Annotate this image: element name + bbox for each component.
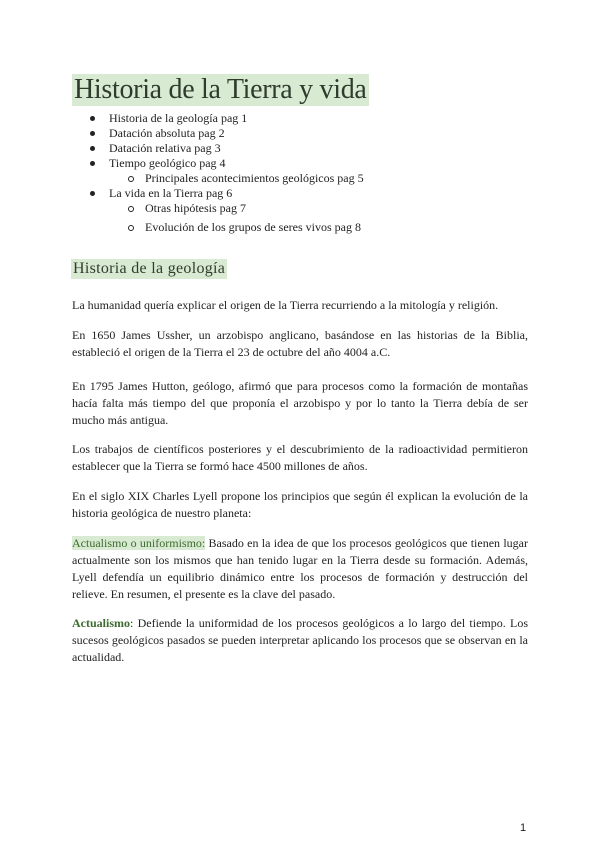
toc-subitem [90, 220, 364, 235]
toc-item-label: Datación relativa pag 3 [109, 141, 221, 155]
toc-item-label: Principales acontecimientos geológicos pag 5 [145, 171, 364, 185]
paragraph: Los trabajos de científicos posteriores y el descubrimiento de la radioactividad permitieron establecer que la Tierra se formó hace 4500 millones de años. [72, 442, 528, 473]
hollow-bullet-icon [128, 206, 134, 212]
toc-item-label: Evolución de los grupos de seres vivos pag 8 [145, 220, 361, 234]
toc-item-label: La vida en la Tierra pag 6 [109, 186, 233, 200]
paragraph: En el siglo XIX Charles Lyell propone los principios que según él explican la evolución de la historia geológica de nuestro planeta: [72, 489, 528, 520]
toc-item-label: Tiempo geológico pag 4 [109, 156, 226, 170]
table-of-contents [90, 111, 364, 235]
bullet-icon [90, 161, 95, 166]
bullet-icon [90, 191, 95, 196]
hollow-bullet-icon [128, 176, 134, 182]
paragraph: En 1650 James Ussher, un arzobispo anglicano, basándose en las historias de la Biblia, estableció el origen de la Tierra el 23 de octubre del año 4004 a.C. [72, 328, 528, 359]
document-title: Historia de la Tierra y vida [74, 74, 367, 105]
toc-item [90, 156, 364, 171]
paragraph-text: Basado en la idea de que los procesos geológicos que tienen lugar actualmente son los mismos que han tenido lugar en la Tierra desde su formación. Además, Lyell defendía un equilibrio dinámico entre los procesos de formación y destrucción del relieve. En resumen, el presente es la clave del pasado. [72, 536, 528, 601]
toc-item [90, 111, 364, 126]
toc-item [90, 141, 364, 156]
toc-subitem [90, 201, 364, 220]
paragraph-uniformismo [72, 535, 528, 603]
paragraph-actualismo [72, 615, 528, 666]
page-number: 1 [520, 822, 527, 834]
term-bold: Actualismo [72, 616, 130, 630]
paragraph-text: : Defiende la uniformidad de los procesos geológicos a lo largo del tiempo. Los sucesos geológicos pasados se pueden interpretar aplicando los procesos que se observan en la actualidad. [72, 616, 528, 664]
bullet-icon [90, 146, 95, 151]
term-highlight: Actualismo o uniformismo: [72, 536, 206, 550]
toc-item [90, 186, 364, 201]
section-heading: Historia de la geología [73, 260, 226, 277]
hollow-bullet-icon [128, 225, 134, 231]
paragraph: En 1795 James Hutton, geólogo, afirmó que para procesos como la formación de montañas hacía falta más tiempo del que proponía el arzobispo y por lo tanto la Tierra debía de ser mucho más antigua. [72, 379, 528, 427]
bullet-icon [90, 116, 95, 121]
toc-item-label: Datación absoluta pag 2 [109, 126, 225, 140]
toc-item-label: Historia de la geología pag 1 [109, 111, 248, 125]
toc-subitem [90, 171, 364, 186]
toc-item [90, 126, 364, 141]
bullet-icon [90, 131, 95, 136]
toc-item-label: Otras hipótesis pag 7 [145, 201, 246, 215]
paragraph: La humanidad quería explicar el origen de la Tierra recurriendo a la mitología y religión. [72, 298, 499, 312]
